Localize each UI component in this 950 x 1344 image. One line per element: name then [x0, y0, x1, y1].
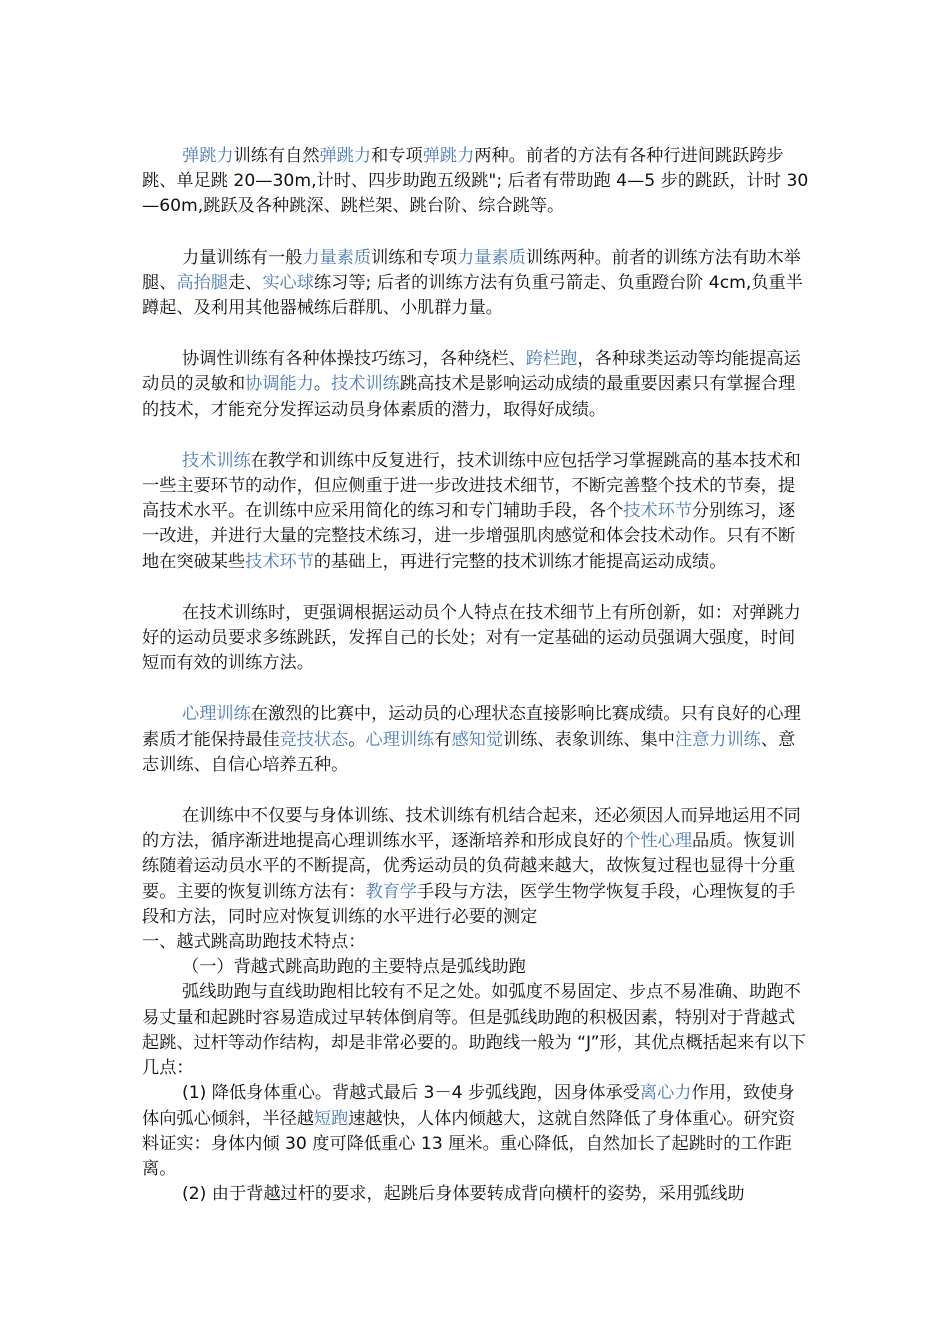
keyword-link[interactable]: 弹跳力 — [319, 146, 372, 166]
keyword-link[interactable]: 力量素质 — [302, 247, 372, 268]
paragraph-text: （一）背越式跳高助跑的主要特点是弧线助跑 — [182, 957, 526, 978]
paragraph-text: (1) 降低身体重心。背越式最后 3－4 步弧线跑，因身体承受 — [182, 1083, 640, 1104]
paragraph-text: 练习等; 后者的训练方法有负重弓箭走、负重蹬台阶 4cm,负重半蹲起、及利用其他器械练后群肌、小肌群力量。 — [142, 272, 803, 319]
paragraph-text: 和专项 — [371, 146, 423, 166]
paragraph-text: 作用，致使身体向弧心倾斜，半径越 — [142, 1083, 795, 1129]
keyword-link[interactable]: 弹跳力 — [422, 146, 475, 166]
paragraph-spacer — [142, 220, 810, 246]
paragraph — [142, 955, 810, 980]
paragraph-text: 在技术训练时，更强调根据运动员个人特点在技术细节上有所创新，如：对弹跳力好的运动员要求多练跳跃，发挥自己的长处；对有一定基础的运动员强调大强度，时间短而有效的训练方法。 — [142, 602, 801, 674]
keyword-link[interactable]: 技术环节 — [245, 551, 314, 572]
document-body — [142, 144, 810, 1207]
paragraph — [142, 1081, 810, 1182]
paragraph-text: 的基础上，再进行完整的技术训练才能提高运动成绩。 — [313, 551, 727, 572]
keyword-link[interactable]: 竞技状态 — [279, 729, 349, 750]
paragraph-text: 。 — [348, 729, 366, 750]
paragraph-text: 走、 — [227, 272, 263, 293]
paragraph-spacer — [142, 423, 810, 449]
paragraph — [142, 246, 810, 322]
paragraph-text: 有 — [434, 729, 452, 750]
paragraph — [142, 601, 810, 677]
paragraph-text: ，各种球类运动等均能提高运动员的灵敏和 — [142, 349, 801, 395]
paragraph-spacer — [142, 575, 810, 601]
paragraph-text: 跳高技术是影响运动成绩的最重要因素只有掌握合理的技术，才能充分发挥运动员身体素质的潜力，取得好成绩。 — [142, 374, 796, 420]
paragraph-text: 一、越式跳高助跑技术特点： — [142, 932, 366, 953]
paragraph-text: 品质。恢复训练随着运动员水平的不断提高，优秀运动员的负荷越来越大，故恢复过程也显得十分重要。主要的恢复训练方法有： — [142, 831, 796, 902]
paragraph-text: 训练、表象训练、集中 — [503, 729, 675, 750]
paragraph — [142, 930, 810, 955]
paragraph-text: 手段与方法，医学生物学恢复手段，心理恢复的手段和方法，同时应对恢复训练的水平进行必要的测定 — [142, 881, 796, 927]
keyword-link[interactable]: 短跑 — [313, 1108, 349, 1129]
paragraph-text: 。 — [313, 374, 332, 395]
paragraph-spacer — [142, 676, 810, 702]
paragraph — [142, 449, 810, 575]
paragraph-text: 、意志训练、自信心培养五种。 — [142, 729, 796, 775]
paragraph-text: 弧线助跑与直线助跑相比较有不足之处。如弧度不易固定、步点不易准确、助跑不易丈量和起跳时容易造成过早转体倒肩等。但是弧线助跑的积极因素，特别对于背越式起跳、过杆等动作结构，却是非常必要的。助跑线一般为 “J”形，其优点概括起来有以下几点： — [142, 982, 806, 1079]
keyword-link[interactable]: 注意力训练 — [674, 729, 761, 750]
keyword-link[interactable]: 力量素质 — [457, 247, 526, 268]
paragraph-text: 在训练中不仅要与身体训练、技术训练有机结合起来，还必须因人而异地运用不同的方法，循序渐进地提高心理训练水平，逐渐培养和形成良好的 — [142, 806, 801, 852]
keyword-link[interactable]: 跨栏跑 — [525, 349, 578, 370]
keyword-link[interactable]: 离心力 — [639, 1083, 692, 1104]
paragraph-spacer — [142, 321, 810, 347]
paragraph-text: 在激烈的比赛中，运动员的心理状态直接影响比赛成绩。只有良好的心理素质才能保持最佳 — [142, 704, 801, 750]
paragraph-text: 力量训练有一般 — [182, 247, 303, 268]
paragraph — [142, 702, 810, 778]
paragraph — [142, 980, 810, 1081]
keyword-link[interactable]: 技术训练 — [182, 450, 251, 471]
keyword-link[interactable]: 教育学 — [365, 881, 418, 902]
paragraph-text: 分别练习，逐一改进，并进行大量的完整技术练习，进一步增强肌肉感觉和体会技术动作。只有不断地在突破某些 — [142, 501, 796, 572]
keyword-link[interactable]: 个性心理 — [623, 831, 693, 852]
paragraph — [142, 347, 810, 423]
paragraph — [142, 1182, 810, 1207]
keyword-link[interactable]: 心理训练 — [182, 704, 251, 725]
keyword-link[interactable]: 高抬腿 — [176, 272, 228, 293]
keyword-link[interactable]: 技术环节 — [623, 501, 693, 522]
paragraph-text: 训练有自然 — [233, 146, 320, 166]
paragraph — [142, 804, 810, 930]
keyword-link[interactable]: 感知觉 — [451, 729, 504, 750]
paragraph-text: 训练和专项 — [371, 247, 458, 268]
paragraph-text: 两种。前者的方法有各种行进间跳跃跨步跳、单足跳 20—30m,计时、四步助跑五级跳"; 后者有带助跑 4—5 步的跳跃，计时 30—60m,跳跃及各种跳深、跳栏架、跳台阶、综合跳等。 — [142, 146, 809, 217]
paragraph — [142, 144, 810, 220]
paragraph-text: 在教学和训练中反复进行，技术训练中应包括学习掌握跳高的基本技术和一些主要环节的动作，但应侧重于进一步改进技术细节，不断完善整个技术的节奏，提高技术水平。在训练中应采用简化的练习和专门辅助手段，各个 — [142, 450, 801, 522]
keyword-link[interactable]: 实心球 — [262, 272, 314, 293]
paragraph-spacer — [142, 778, 810, 804]
keyword-link[interactable]: 技术训练 — [331, 374, 400, 395]
paragraph-text: (2) 由于背越过杆的要求，起跳后身体要转成背向横杆的姿势，采用弧线助 — [182, 1184, 745, 1205]
keyword-link[interactable]: 心理训练 — [365, 729, 435, 750]
paragraph-text: 协调性训练有各种体操技巧练习，各种绕栏、 — [182, 349, 526, 370]
paragraph-text: 训练两种。前者的训练方法有助木举腿、 — [142, 247, 801, 293]
keyword-link[interactable]: 协调能力 — [245, 374, 314, 395]
paragraph-text: 速越快，人体内倾越大，这就自然降低了身体重心。研究资料证实：身体内倾 30 度可降低重心 13 厘米。重心降低，自然加长了起跳时的工作距离。 — [142, 1108, 796, 1179]
keyword-link[interactable]: 弹跳力 — [182, 146, 234, 166]
